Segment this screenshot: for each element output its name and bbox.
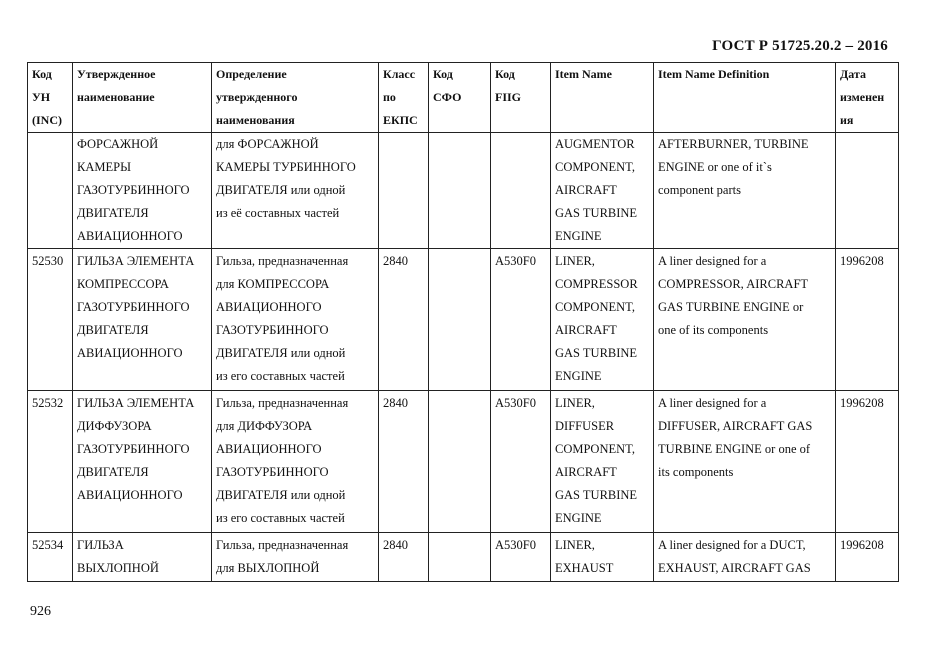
cell-change-date-line: 1996208 bbox=[840, 538, 884, 552]
header-inc-code-line: (INC) bbox=[32, 113, 62, 127]
header-approved-name-line: наименование bbox=[77, 90, 155, 104]
cell-approved-name-line: АВИАЦИОННОГО bbox=[77, 346, 183, 360]
cell-item-name-line: EXHAUST bbox=[555, 561, 614, 575]
cell-ekps-class bbox=[379, 133, 429, 249]
cell-name-definition-line: ДВИГАТЕЛЯ или одной bbox=[216, 346, 346, 360]
header-approved-name-line: Утвержденное bbox=[77, 67, 156, 81]
cell-approved-name-line: ДВИГАТЕЛЯ bbox=[77, 323, 149, 337]
cell-inc-code-line: 52534 bbox=[32, 538, 64, 552]
cell-name-definition bbox=[212, 533, 379, 582]
cell-name-definition-line: из его составных частей bbox=[216, 511, 345, 525]
header-name-definition-line: Определение bbox=[216, 67, 287, 81]
cell-item-name-line: ENGINE bbox=[555, 511, 602, 525]
cell-change-date-line: 1996208 bbox=[840, 396, 884, 410]
cell-approved-name-line: ВЫХЛОПНОЙ bbox=[77, 561, 159, 575]
header-ekps-class-line: по bbox=[383, 90, 396, 104]
header-inc-code bbox=[28, 63, 73, 133]
cell-name-definition-line: Гильза, предназначенная bbox=[216, 538, 349, 552]
cell-name-definition-line: для ВЫХЛОПНОЙ bbox=[216, 561, 320, 575]
cell-item-name-line: LINER, bbox=[555, 254, 595, 268]
cell-item-name-line: DIFFUSER bbox=[555, 419, 615, 433]
cell-fiig-code bbox=[491, 133, 551, 249]
table-row bbox=[28, 133, 899, 249]
cell-inc-code-line: 52530 bbox=[32, 254, 64, 268]
cell-name-definition-line: из его составных частей bbox=[216, 369, 345, 383]
header-sfo-code bbox=[429, 63, 491, 133]
cell-ekps-class-line: 2840 bbox=[383, 396, 408, 410]
cell-item-name-definition-line: its components bbox=[658, 465, 734, 479]
cell-inc-code bbox=[28, 391, 73, 533]
cell-approved-name-line: ДИФФУЗОРА bbox=[77, 419, 152, 433]
cell-name-definition-line: ДВИГАТЕЛЯ или одной bbox=[216, 183, 346, 197]
cell-change-date bbox=[836, 391, 899, 533]
header-item-name-definition-line: Item Name Definition bbox=[658, 67, 770, 81]
cell-item-name-definition-line: EXHAUST, AIRCRAFT GAS bbox=[658, 561, 811, 575]
cell-item-name-line: AIRCRAFT bbox=[555, 465, 617, 479]
table-row bbox=[28, 391, 899, 533]
cell-fiig-code bbox=[491, 533, 551, 582]
cell-approved-name-line: ГИЛЬЗА bbox=[77, 538, 124, 552]
table-header-row bbox=[28, 63, 899, 133]
cell-item-name-line: GAS TURBINE bbox=[555, 488, 638, 502]
header-name-definition-line: утвержденного bbox=[216, 90, 298, 104]
cell-item-name-definition-line: one of its components bbox=[658, 323, 769, 337]
cell-inc-code bbox=[28, 249, 73, 391]
cell-change-date-line: 1996208 bbox=[840, 254, 884, 268]
cell-approved-name-line: ГИЛЬЗА ЭЛЕМЕНТА bbox=[77, 396, 195, 410]
cell-item-name-line: ENGINE bbox=[555, 229, 602, 243]
cell-name-definition-line: АВИАЦИОННОГО bbox=[216, 442, 322, 456]
header-change-date bbox=[836, 63, 899, 133]
header-inc-code-line: УН bbox=[32, 90, 51, 104]
cell-approved-name-line: АВИАЦИОННОГО bbox=[77, 229, 183, 243]
cell-name-definition-line: КАМЕРЫ ТУРБИННОГО bbox=[216, 160, 356, 174]
cell-name-definition-line: Гильза, предназначенная bbox=[216, 396, 349, 410]
cell-ekps-class bbox=[379, 533, 429, 582]
cell-name-definition bbox=[212, 133, 379, 249]
cell-change-date bbox=[836, 533, 899, 582]
cell-item-name-line: GAS TURBINE bbox=[555, 346, 638, 360]
cell-change-date bbox=[836, 249, 899, 391]
cell-item-name-line: COMPONENT, bbox=[555, 160, 635, 174]
header-approved-name bbox=[73, 63, 212, 133]
cell-approved-name-line: ГАЗОТУРБИННОГО bbox=[77, 442, 190, 456]
cell-approved-name bbox=[73, 249, 212, 391]
header-change-date-line: Дата bbox=[840, 67, 866, 81]
cell-item-name-definition-line: A liner designed for a bbox=[658, 396, 767, 410]
cell-item-name bbox=[551, 249, 654, 391]
cell-fiig-code-line: A530F0 bbox=[495, 254, 536, 268]
cell-item-name-definition-line: GAS TURBINE ENGINE or bbox=[658, 300, 804, 314]
cell-item-name bbox=[551, 391, 654, 533]
cell-sfo-code bbox=[429, 391, 491, 533]
header-ekps-class bbox=[379, 63, 429, 133]
cell-name-definition-line: ГАЗОТУРБИННОГО bbox=[216, 323, 329, 337]
header-sfo-code-line: Код bbox=[433, 67, 453, 81]
cell-item-name-line: AUGMENTOR bbox=[555, 137, 635, 151]
cell-name-definition-line: ГАЗОТУРБИННОГО bbox=[216, 465, 329, 479]
cell-item-name-line: COMPRESSOR bbox=[555, 277, 638, 291]
header-change-date-line: ия bbox=[840, 113, 854, 127]
cell-approved-name-line: АВИАЦИОННОГО bbox=[77, 488, 183, 502]
cell-item-name-definition bbox=[654, 133, 836, 249]
cell-inc-code bbox=[28, 533, 73, 582]
header-sfo-code-line: СФО bbox=[433, 90, 462, 104]
header-item-name bbox=[551, 63, 654, 133]
cell-inc-code-line: 52532 bbox=[32, 396, 64, 410]
cell-inc-code bbox=[28, 133, 73, 249]
header-fiig-code-line: Код bbox=[495, 67, 515, 81]
cell-item-name-definition bbox=[654, 249, 836, 391]
cell-item-name-definition-line: COMPRESSOR, AIRCRAFT bbox=[658, 277, 809, 291]
cell-name-definition-line: Гильза, предназначенная bbox=[216, 254, 349, 268]
cell-approved-name bbox=[73, 133, 212, 249]
cell-approved-name-line: ГАЗОТУРБИННОГО bbox=[77, 300, 190, 314]
cell-ekps-class-line: 2840 bbox=[383, 254, 408, 268]
cell-item-name-definition-line: A liner designed for a bbox=[658, 254, 767, 268]
cell-ekps-class-line: 2840 bbox=[383, 538, 408, 552]
cell-name-definition-line: ДВИГАТЕЛЯ или одной bbox=[216, 488, 346, 502]
header-change-date-line: изменен bbox=[840, 90, 885, 104]
cell-item-name-line: LINER, bbox=[555, 538, 595, 552]
cell-ekps-class bbox=[379, 249, 429, 391]
cell-item-name-line: GAS TURBINE bbox=[555, 206, 638, 220]
header-fiig-code-line: FIIG bbox=[495, 90, 522, 104]
header-name-definition-line: наименования bbox=[216, 113, 295, 127]
cell-sfo-code bbox=[429, 249, 491, 391]
cell-item-name-line: LINER, bbox=[555, 396, 595, 410]
cell-item-name-definition bbox=[654, 391, 836, 533]
cell-item-name-definition-line: DIFFUSER, AIRCRAFT GAS bbox=[658, 419, 813, 433]
cell-item-name-definition-line: AFTERBURNER, TURBINE bbox=[658, 137, 809, 151]
cell-item-name-line: COMPONENT, bbox=[555, 442, 635, 456]
cell-item-name-definition-line: ENGINE or one of it`s bbox=[658, 160, 772, 174]
cell-approved-name-line: ФОРСАЖНОЙ bbox=[77, 137, 159, 151]
cell-name-definition-line: из её составных частей bbox=[216, 206, 340, 220]
cell-item-name-definition-line: component parts bbox=[658, 183, 741, 197]
table-row bbox=[28, 533, 899, 582]
header-ekps-class-line: ЕКПС bbox=[383, 113, 418, 127]
cell-approved-name-line: ДВИГАТЕЛЯ bbox=[77, 206, 149, 220]
cell-name-definition bbox=[212, 249, 379, 391]
cell-sfo-code bbox=[429, 133, 491, 249]
cell-name-definition bbox=[212, 391, 379, 533]
cell-approved-name-line: ДВИГАТЕЛЯ bbox=[77, 465, 149, 479]
cell-approved-name bbox=[73, 391, 212, 533]
header-ekps-class-line: Класс bbox=[383, 67, 416, 81]
header-item-name-definition bbox=[654, 63, 836, 133]
cell-approved-name-line: ГИЛЬЗА ЭЛЕМЕНТА bbox=[77, 254, 195, 268]
cell-name-definition-line: АВИАЦИОННОГО bbox=[216, 300, 322, 314]
table-row bbox=[28, 249, 899, 391]
cell-item-name-line: AIRCRAFT bbox=[555, 323, 617, 337]
cell-item-name bbox=[551, 133, 654, 249]
cell-change-date bbox=[836, 133, 899, 249]
cell-ekps-class bbox=[379, 391, 429, 533]
document-title: ГОСТ Р 51725.20.2 – 2016 bbox=[712, 38, 888, 54]
cell-item-name-line: COMPONENT, bbox=[555, 300, 635, 314]
cell-name-definition-line: для ДИФФУЗОРА bbox=[216, 419, 313, 433]
cell-item-name-definition bbox=[654, 533, 836, 582]
cell-approved-name bbox=[73, 533, 212, 582]
cell-item-name-definition-line: A liner designed for a DUCT, bbox=[658, 538, 806, 552]
cell-name-definition-line: для ФОРСАЖНОЙ bbox=[216, 137, 319, 151]
cell-approved-name-line: ГАЗОТУРБИННОГО bbox=[77, 183, 190, 197]
cell-name-definition-line: для КОМПРЕССОРА bbox=[216, 277, 330, 291]
header-item-name-line: Item Name bbox=[555, 67, 612, 81]
cell-fiig-code bbox=[491, 391, 551, 533]
cell-approved-name-line: КАМЕРЫ bbox=[77, 160, 131, 174]
cell-fiig-code bbox=[491, 249, 551, 391]
cell-item-name-line: AIRCRAFT bbox=[555, 183, 617, 197]
cell-fiig-code-line: A530F0 bbox=[495, 538, 536, 552]
cell-item-name-line: ENGINE bbox=[555, 369, 602, 383]
header-fiig-code bbox=[491, 63, 551, 133]
cell-approved-name-line: КОМПРЕССОРА bbox=[77, 277, 169, 291]
header-inc-code-line: Код bbox=[32, 67, 52, 81]
page-number: 926 bbox=[30, 604, 51, 619]
header-name-definition bbox=[212, 63, 379, 133]
cell-sfo-code bbox=[429, 533, 491, 582]
cell-fiig-code-line: A530F0 bbox=[495, 396, 536, 410]
items-table bbox=[27, 62, 899, 582]
cell-item-name-definition-line: TURBINE ENGINE or one of bbox=[658, 442, 811, 456]
cell-item-name bbox=[551, 533, 654, 582]
